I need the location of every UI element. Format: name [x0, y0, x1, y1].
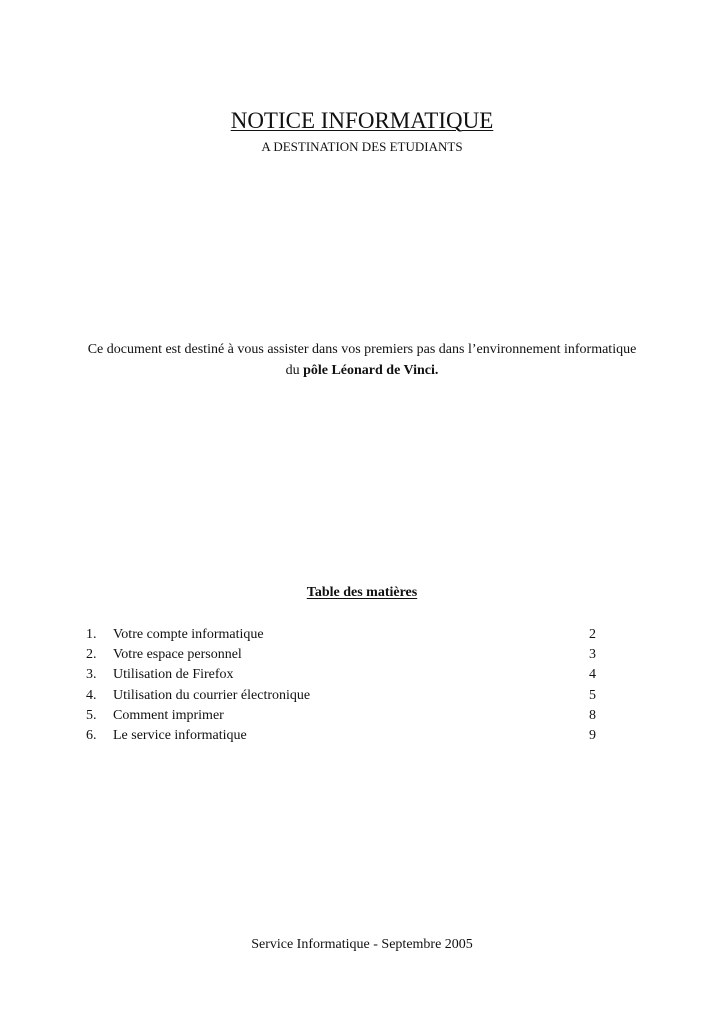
- toc-item-page: 9: [589, 728, 596, 744]
- toc-item-page: 8: [589, 707, 596, 723]
- toc-item-label: Votre compte informatique: [113, 627, 264, 643]
- toc-item-number: 4.: [86, 687, 97, 703]
- toc-item-label: Le service informatique: [113, 728, 247, 744]
- toc-item-page: 2: [589, 627, 596, 643]
- toc-item-number: 5.: [86, 707, 97, 723]
- toc-item-page: 3: [589, 647, 596, 663]
- toc-heading: Table des matières: [306, 585, 418, 600]
- document-title: NOTICE INFORMATIQUE: [230, 108, 494, 133]
- toc-item-number: 1.: [86, 627, 97, 643]
- toc-item: [86, 665, 596, 685]
- toc-item: [86, 706, 596, 726]
- toc-item-page: 4: [589, 667, 596, 683]
- toc-item-number: 2.: [86, 647, 97, 663]
- toc-item-label: Comment imprimer: [113, 707, 224, 723]
- toc-item-number: 3.: [86, 667, 97, 683]
- toc-item: [86, 625, 596, 645]
- intro-line-2-prefix: du: [285, 363, 304, 378]
- intro-line-1: Ce document est destiné à vous assister dans vos premiers pas dans l’environnement informatique: [87, 342, 637, 357]
- toc-item-label: Votre espace personnel: [113, 647, 242, 663]
- toc-item: [86, 686, 596, 706]
- toc-item: [86, 645, 596, 665]
- toc-item-page: 5: [589, 687, 596, 703]
- intro-line-2-bold: pôle Léonard de Vinci.: [303, 363, 439, 378]
- intro-line-2: [40, 360, 684, 381]
- toc-item-label: Utilisation de Firefox: [113, 667, 234, 683]
- toc-item: [86, 726, 596, 746]
- toc-list: [86, 625, 596, 746]
- toc-item-number: 6.: [86, 728, 97, 744]
- document-footer: Service Informatique - Septembre 2005: [251, 937, 473, 952]
- toc-item-label: Utilisation du courrier électronique: [113, 687, 311, 703]
- intro-paragraph: [40, 339, 684, 381]
- document-subtitle: A DESTINATION DES ETUDIANTS: [261, 139, 463, 154]
